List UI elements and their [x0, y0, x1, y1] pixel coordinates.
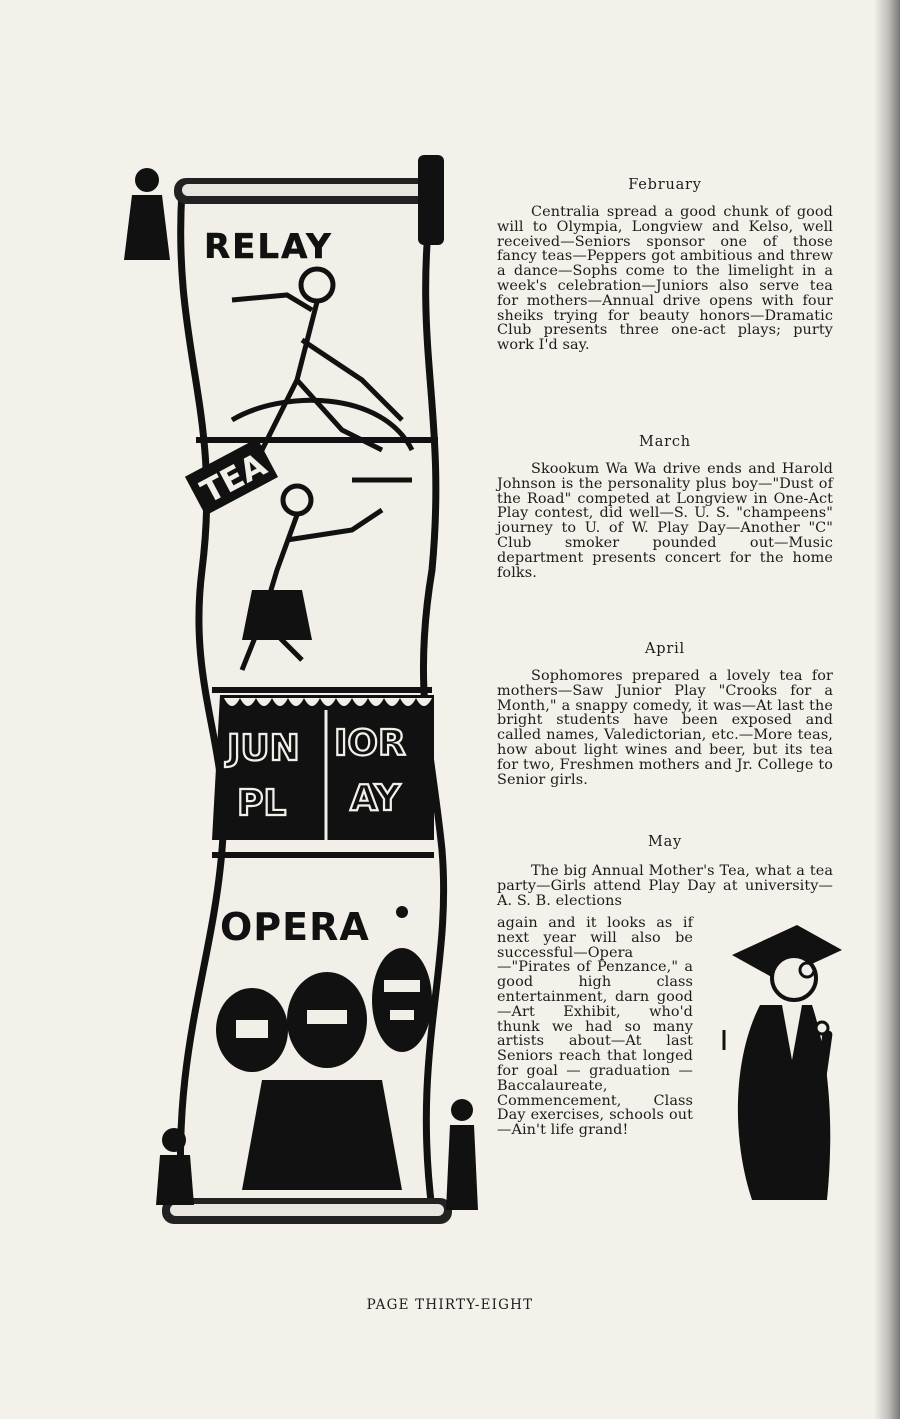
- section-may-text-full-width: [497, 864, 833, 908]
- graduate-figure-illustration: [712, 910, 852, 1210]
- woodcut-panel-tea: TEA: [194, 445, 273, 511]
- section-february: [497, 177, 833, 353]
- page-number-footer: PAGE THIRTY-EIGHT: [366, 1297, 534, 1313]
- woodcut-panel-relay: RELAY: [204, 227, 333, 267]
- woodcut-panel-junior-a: JUN: [227, 728, 300, 769]
- section-may: [497, 834, 833, 862]
- section-march: [497, 434, 833, 580]
- scroll-woodcut-illustration: [112, 150, 487, 1230]
- section-april: [497, 641, 833, 787]
- woodcut-panel-play-a: PL: [237, 783, 287, 824]
- section-may-text-narrow: [497, 916, 693, 1138]
- section-heading: March: [639, 434, 691, 450]
- section-text: Sophomores prepared a lovely tea for mothers—Saw Junior Play "Crooks for a Month," a snappy comedy, it was—At last the bright students have been exposed and called names, Valedictorian, etc.—More teas, how about light wines and beer, but its tea for two, Freshmen mothers and Jr. College to Senior girls.: [497, 668, 833, 788]
- woodcut-panel-junior-b: IOR: [334, 723, 406, 764]
- section-heading: April: [645, 641, 685, 657]
- page-edge-shadow: [874, 0, 900, 1419]
- woodcut-panel-opera: OPERA: [220, 905, 370, 949]
- section-text: The big Annual Mother's Tea, what a tea party—Girls attend Play Day at university—A. S. B. elections: [497, 863, 833, 909]
- section-heading: May: [647, 834, 683, 850]
- section-heading: February: [628, 177, 702, 193]
- woodcut-panel-play-b: AY: [350, 778, 401, 819]
- section-text: again and it looks as if next year will also be successful—Opera—"Pirates of Penzance," a good high class entertainment, darn good—Art Exhibit, who'd thunk we had so many artists about—At last Seniors reach that longed for goal — graduation — Baccalaureate, Commencement, Class Day exercises, schools out—Ain't life grand!: [497, 915, 693, 1139]
- section-text: Centralia spread a good chunk of good will to Olympia, Longview and Kelso, well received—Seniors sponsor one of those fancy teas—Peppers got ambitious and threw a dance—Sophs come to the limelight in a week's celebration—Juniors also serve tea for mothers—Annual drive opens with four sheiks trying for beauty honors—Dramatic Club presents three one-act plays; purty work I'd say.: [497, 204, 833, 354]
- section-text: Skookum Wa Wa drive ends and Harold Johnson is the personality plus boy—"Dust of the Road" competed at Longview in One-Act Play contest, did well—S. U. S. "champeens" journey to U. of W. Play Day—Another "C" Club smoker pounded out—Music department presents concert for the home folks.: [497, 461, 833, 581]
